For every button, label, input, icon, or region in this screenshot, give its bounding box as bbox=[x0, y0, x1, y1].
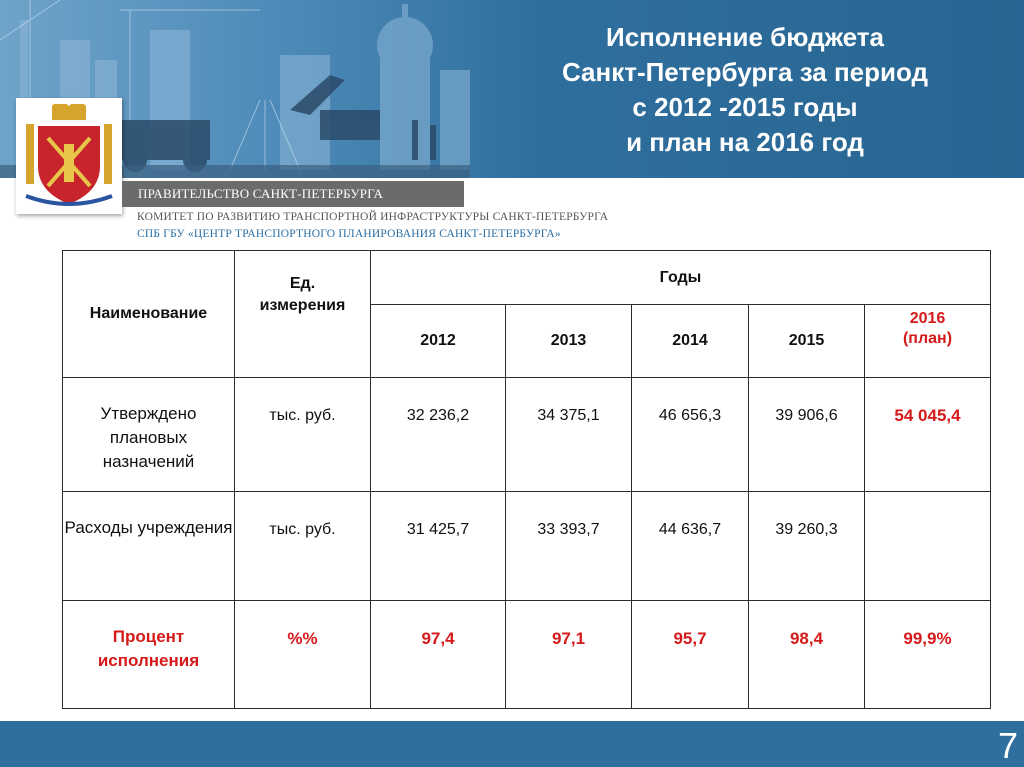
value-cell: 98,4 bbox=[749, 601, 865, 709]
row-unit: тыс. руб. bbox=[235, 492, 371, 601]
value-cell: 34 375,1 bbox=[506, 378, 632, 492]
title-line-2: Санкт-Петербурга за период bbox=[561, 57, 929, 87]
title-line-1: Исполнение бюджета bbox=[606, 22, 884, 52]
coat-of-arms-icon bbox=[24, 104, 114, 208]
value-cell: 33 393,7 bbox=[506, 492, 632, 601]
page-title bbox=[500, 20, 990, 160]
header-banner bbox=[0, 0, 1024, 178]
plan-year: 2016 bbox=[909, 310, 946, 327]
plan-value-cell: 54 045,4 bbox=[865, 378, 991, 492]
col-name-header: Наименование bbox=[63, 251, 235, 378]
col-unit-label: Ед. измерения bbox=[259, 275, 346, 314]
table-row bbox=[63, 492, 991, 601]
table-row bbox=[63, 601, 991, 709]
row-unit: тыс. руб. bbox=[235, 378, 371, 492]
row-name: Расходы учреждения bbox=[63, 492, 235, 601]
year-header-2012: 2012 bbox=[371, 305, 506, 378]
table-row bbox=[63, 378, 991, 492]
year-header-2016-plan bbox=[865, 305, 991, 378]
value-cell: 44 636,7 bbox=[632, 492, 749, 601]
plan-label: (план) bbox=[902, 330, 953, 347]
value-cell: 32 236,2 bbox=[371, 378, 506, 492]
value-cell: 95,7 bbox=[632, 601, 749, 709]
row-name: Процент исполнения bbox=[63, 601, 235, 709]
title-line-4: и план на 2016 год bbox=[626, 127, 864, 157]
year-header-2015: 2015 bbox=[749, 305, 865, 378]
value-cell: 46 656,3 bbox=[632, 378, 749, 492]
value-cell: 39 906,6 bbox=[749, 378, 865, 492]
col-unit-header bbox=[235, 251, 371, 378]
value-cell: 97,1 bbox=[506, 601, 632, 709]
row-unit: %% bbox=[235, 601, 371, 709]
government-label: ПРАВИТЕЛЬСТВО САНКТ-ПЕТЕРБУРГА bbox=[122, 181, 464, 207]
plan-value-cell bbox=[865, 492, 991, 601]
value-cell: 39 260,3 bbox=[749, 492, 865, 601]
coat-of-arms-logo bbox=[16, 98, 122, 214]
committee-label: КОМИТЕТ ПО РАЗВИТИЮ ТРАНСПОРТНОЙ ИНФРАСТРУКТУРЫ САНКТ-ПЕТЕРБУРГА bbox=[137, 211, 609, 223]
page-number: 7 bbox=[997, 725, 1018, 766]
year-header-2013: 2013 bbox=[506, 305, 632, 378]
header-row-1 bbox=[63, 251, 991, 305]
footer-band bbox=[0, 721, 1024, 767]
value-cell: 97,4 bbox=[371, 601, 506, 709]
year-header-2014: 2014 bbox=[632, 305, 749, 378]
center-label: СПБ ГБУ «ЦЕНТР ТРАНСПОРТНОГО ПЛАНИРОВАНИЯ САНКТ-ПЕТЕРБУРГА» bbox=[137, 228, 561, 240]
value-cell: 31 425,7 bbox=[371, 492, 506, 601]
budget-table bbox=[62, 250, 991, 709]
title-line-3: с 2012 -2015 годы bbox=[632, 92, 858, 122]
plan-value-cell: 99,9% bbox=[865, 601, 991, 709]
row-name: Утверждено плановых назначений bbox=[63, 378, 235, 492]
col-years-header: Годы bbox=[371, 251, 991, 305]
